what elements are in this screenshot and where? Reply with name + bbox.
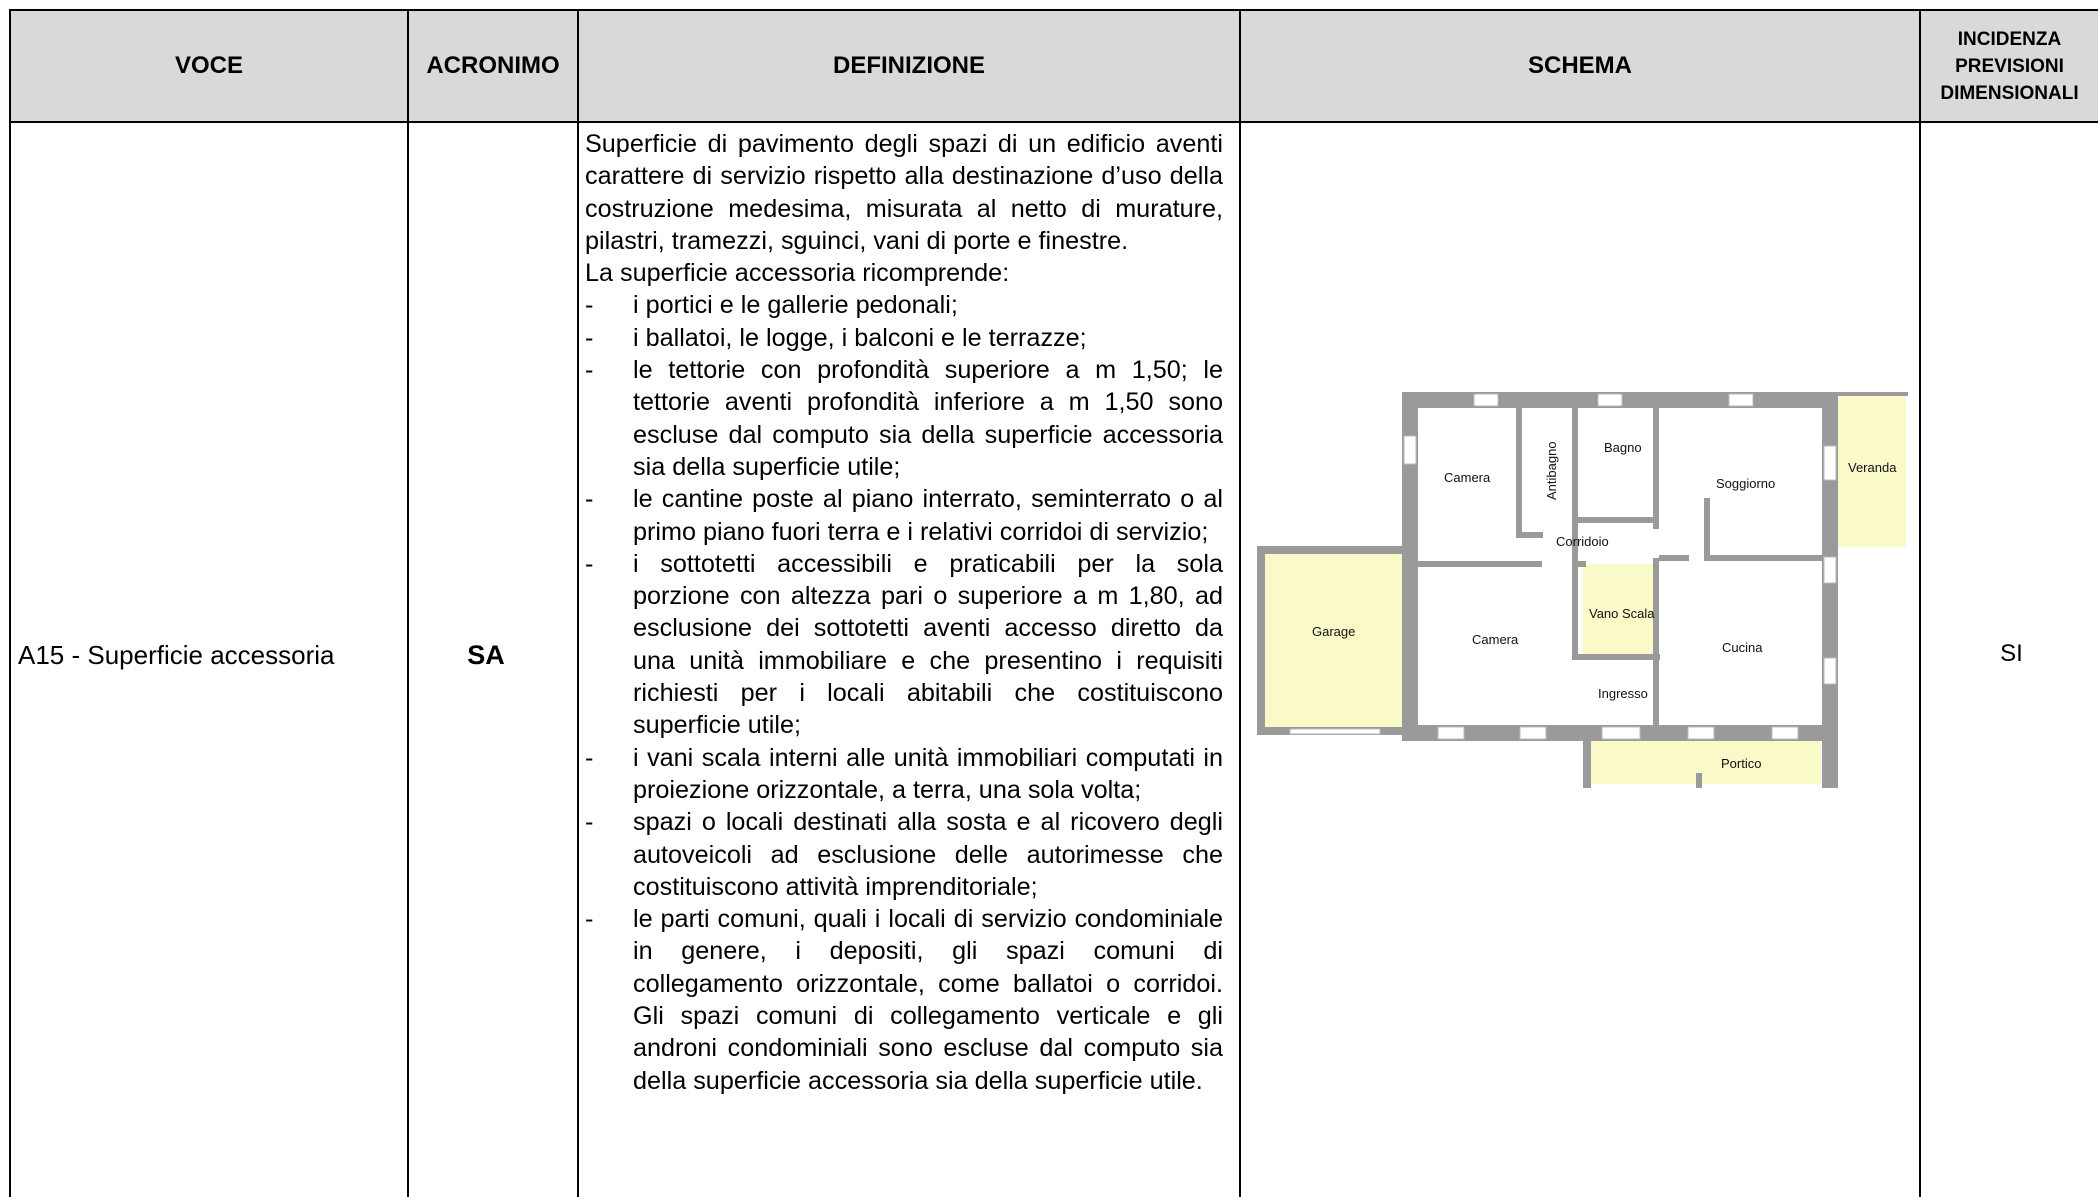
portico-column bbox=[1696, 773, 1702, 788]
room-label-antibagno: Antibagno bbox=[1544, 441, 1559, 500]
room-label-veranda: Veranda bbox=[1848, 460, 1897, 475]
floor-plan-schema bbox=[1256, 390, 1908, 790]
room-label-ingresso: Ingresso bbox=[1598, 686, 1648, 701]
list-item: - le parti comuni, quali i locali di servizio condominiale in genere, i depositi, gli spazi comuni di collegamento orizzontale, come ballatoi o corridoi. Gli spazi comuni di collegamento verticale e gli androni condominiali sono escluse dal computo sia della superficie accessoria sia della superficie utile. bbox=[585, 905, 1223, 1095]
list-marker: - bbox=[585, 291, 594, 320]
list-item: - i sottotetti accessibili e praticabili per la sola porzione con altezza pari o superiore a m 1,80, ad esclusione dei sottotetti aventi accesso diretto da una unità immobiliare e che presentino i requisiti richiesti per i locali abitabili che costituiscono superficie utile; bbox=[585, 549, 1223, 740]
partition bbox=[1704, 498, 1710, 561]
list-item: - i portici e le gallerie pedonali; bbox=[585, 289, 1223, 321]
garage-wall-top bbox=[1257, 546, 1418, 554]
window bbox=[1824, 446, 1836, 480]
partition bbox=[1516, 532, 1543, 538]
window bbox=[1520, 727, 1546, 739]
room-label-camera-2: Camera bbox=[1472, 632, 1519, 647]
window bbox=[1729, 394, 1753, 406]
window bbox=[1688, 727, 1714, 739]
room-label-corridoio: Corridoio bbox=[1556, 534, 1609, 549]
list-item: - i ballatoi, le logge, i balconi e le terrazze; bbox=[585, 322, 1223, 354]
garage-wall-left bbox=[1257, 546, 1265, 735]
room-label-garage: Garage bbox=[1312, 624, 1356, 639]
definizione-list bbox=[585, 289, 1223, 1096]
header-schema: SCHEMA bbox=[1241, 11, 1919, 121]
list-marker: - bbox=[585, 323, 594, 352]
list-marker: - bbox=[585, 905, 594, 934]
cell-incidenza: SI bbox=[2000, 640, 2023, 667]
partition bbox=[1578, 517, 1654, 523]
table-border-top bbox=[9, 9, 2098, 11]
header-incidenza bbox=[1921, 11, 2098, 121]
window bbox=[1602, 727, 1640, 739]
room-label-bagno: Bagno bbox=[1604, 440, 1642, 455]
room-label-cucina: Cucina bbox=[1722, 640, 1763, 655]
header-incidenza-line2: PREVISIONI bbox=[1955, 55, 2064, 77]
list-item: - le tettorie con profondità superiore a m 1,50; le tettorie aventi profondità inferiore a m 1,50 sono escluse dal computo sia della superficie accessoria sia della superficie utile; bbox=[585, 356, 1223, 481]
partition bbox=[1704, 555, 1822, 561]
list-item: - le cantine poste al piano interrato, seminterrato o al primo piano fuori terra e i relativi corridoi di servizio; bbox=[585, 485, 1223, 546]
window bbox=[1290, 729, 1380, 734]
room-label-portico: Portico bbox=[1721, 756, 1762, 771]
list-item: - spazi o locali destinati alla sosta e al ricovero degli autoveicoli ad esclusione delle autorimesse che costituiscono attività imprenditoriale; bbox=[585, 808, 1223, 901]
partition bbox=[1572, 654, 1660, 660]
window bbox=[1598, 394, 1622, 406]
partition bbox=[1659, 555, 1689, 561]
portico-wall-left bbox=[1583, 741, 1591, 788]
col-border-0 bbox=[9, 9, 11, 1197]
room-label-soggiorno: Soggiorno bbox=[1716, 476, 1776, 491]
window bbox=[1438, 727, 1464, 739]
cell-voce: A15 - Superficie accessoria bbox=[18, 640, 335, 670]
partition bbox=[1418, 561, 1542, 567]
window bbox=[1772, 727, 1798, 739]
header-incidenza-line1: INCIDENZA bbox=[1957, 28, 2062, 50]
window bbox=[1474, 394, 1498, 406]
list-marker: - bbox=[585, 549, 594, 578]
header-definizione: DEFINIZIONE bbox=[579, 11, 1239, 121]
col-border-2 bbox=[577, 9, 579, 1197]
col-border-1 bbox=[407, 9, 409, 1197]
room-label-camera-1: Camera bbox=[1444, 470, 1491, 485]
portico-wall-right bbox=[1822, 741, 1838, 788]
list-item: - i vani scala interni alle unità immobiliari computati in proiezione orizzontale, a terra, una sola volta; bbox=[585, 743, 1223, 804]
window bbox=[1404, 436, 1416, 464]
header-incidenza-line3: DIMENSIONALI bbox=[1940, 82, 2079, 104]
garage-area bbox=[1259, 552, 1402, 727]
cell-acronimo: SA bbox=[467, 640, 505, 670]
header-acronimo: ACRONIMO bbox=[409, 11, 577, 121]
partition bbox=[1653, 408, 1659, 529]
list-marker: - bbox=[585, 808, 594, 837]
header-voce: VOCE bbox=[11, 11, 407, 121]
partition bbox=[1516, 408, 1522, 532]
col-border-4 bbox=[1919, 9, 1921, 1197]
room-label-vano-scala: Vano Scala bbox=[1589, 606, 1655, 621]
partition bbox=[1572, 408, 1578, 654]
partition bbox=[1653, 558, 1659, 725]
definizione-lead: La superficie accessoria ricomprende: bbox=[585, 259, 1010, 288]
definizione-intro: Superficie di pavimento degli spazi di un edificio aventi carattere di servizio rispetto alla destinazione d’uso della costruzione medesima, misurata al netto di murature, pilastri, tramezzi, sguinci, vani di porte e finestre. bbox=[585, 130, 1223, 255]
col-border-3 bbox=[1239, 9, 1241, 1197]
list-marker: - bbox=[585, 356, 594, 385]
window bbox=[1824, 658, 1836, 684]
window bbox=[1824, 557, 1836, 583]
list-marker: - bbox=[585, 743, 594, 772]
cell-definizione bbox=[585, 128, 1223, 1097]
header-divider bbox=[9, 121, 2098, 123]
veranda-wall-top bbox=[1838, 392, 1908, 396]
list-marker: - bbox=[585, 485, 594, 514]
